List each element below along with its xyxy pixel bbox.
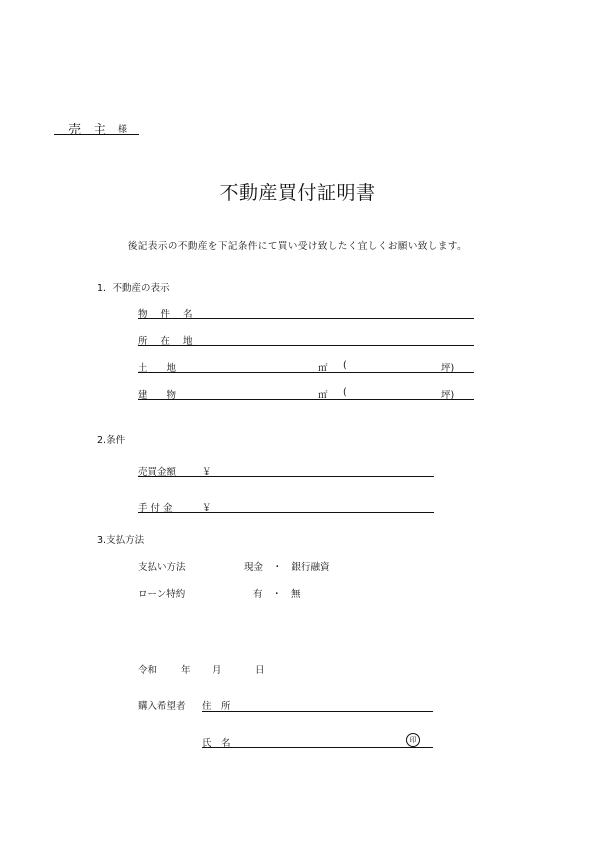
payment-method-label: 支払い方法 (138, 562, 186, 573)
buyer-name-field[interactable] (202, 747, 433, 748)
date-month: 月 (212, 665, 222, 676)
buyer-name-label: 氏 名 (202, 738, 231, 749)
deposit-field[interactable] (138, 512, 434, 513)
date-era: 令和 (138, 665, 158, 676)
sale-price-field[interactable] (138, 476, 434, 477)
deposit-yen: ￥ (202, 503, 212, 514)
seal-icon: 印 (406, 733, 420, 747)
building-paren: ( (343, 387, 347, 398)
section3-heading: 3.支払方法 (97, 535, 145, 546)
location-label: 所 在 地 (138, 336, 198, 347)
loan-clause-options[interactable]: 有 ・ 無 (253, 589, 301, 600)
section1-heading: 1．不動産の表示 (97, 283, 170, 294)
property-name-field[interactable] (138, 318, 474, 319)
date-year: 年 (181, 665, 191, 676)
land-sqm-unit: ㎡ (318, 363, 328, 374)
building-area-field[interactable] (138, 399, 474, 400)
payment-method-options[interactable]: 現金 ・ 銀行融資 (244, 562, 330, 573)
buyer-address-field[interactable] (202, 711, 433, 712)
land-tsubo-unit: 坪) (441, 363, 455, 374)
building-tsubo-unit: 坪) (441, 390, 455, 401)
buyer-address-label: 住 所 (202, 701, 231, 712)
deposit-label: 手 付 金 (138, 503, 173, 514)
building-label: 建 物 (138, 390, 177, 401)
seller-honorific: 様 (118, 125, 128, 135)
land-label: 土 地 (138, 363, 177, 374)
intro-text: 後記表示の不動産を下記条件にて買い受け致したく宜しくお願い致します。 (127, 241, 468, 252)
sale-price-yen: ￥ (202, 467, 212, 478)
building-sqm-unit: ㎡ (318, 390, 328, 401)
seller-label: 売 主 (68, 123, 111, 138)
land-area-field[interactable] (138, 372, 474, 373)
seller-underline (54, 134, 139, 135)
location-field[interactable] (138, 345, 474, 346)
date-day: 日 (255, 665, 265, 676)
section2-heading: 2.条件 (97, 435, 126, 446)
land-paren: ( (343, 360, 347, 371)
sale-price-label: 売買金額 (138, 467, 177, 478)
buyer-label: 購入希望者 (138, 701, 186, 712)
loan-clause-label: ローン特約 (138, 589, 186, 600)
document-title: 不動産買付証明書 (219, 182, 376, 204)
property-name-label: 物 件 名 (138, 309, 198, 320)
